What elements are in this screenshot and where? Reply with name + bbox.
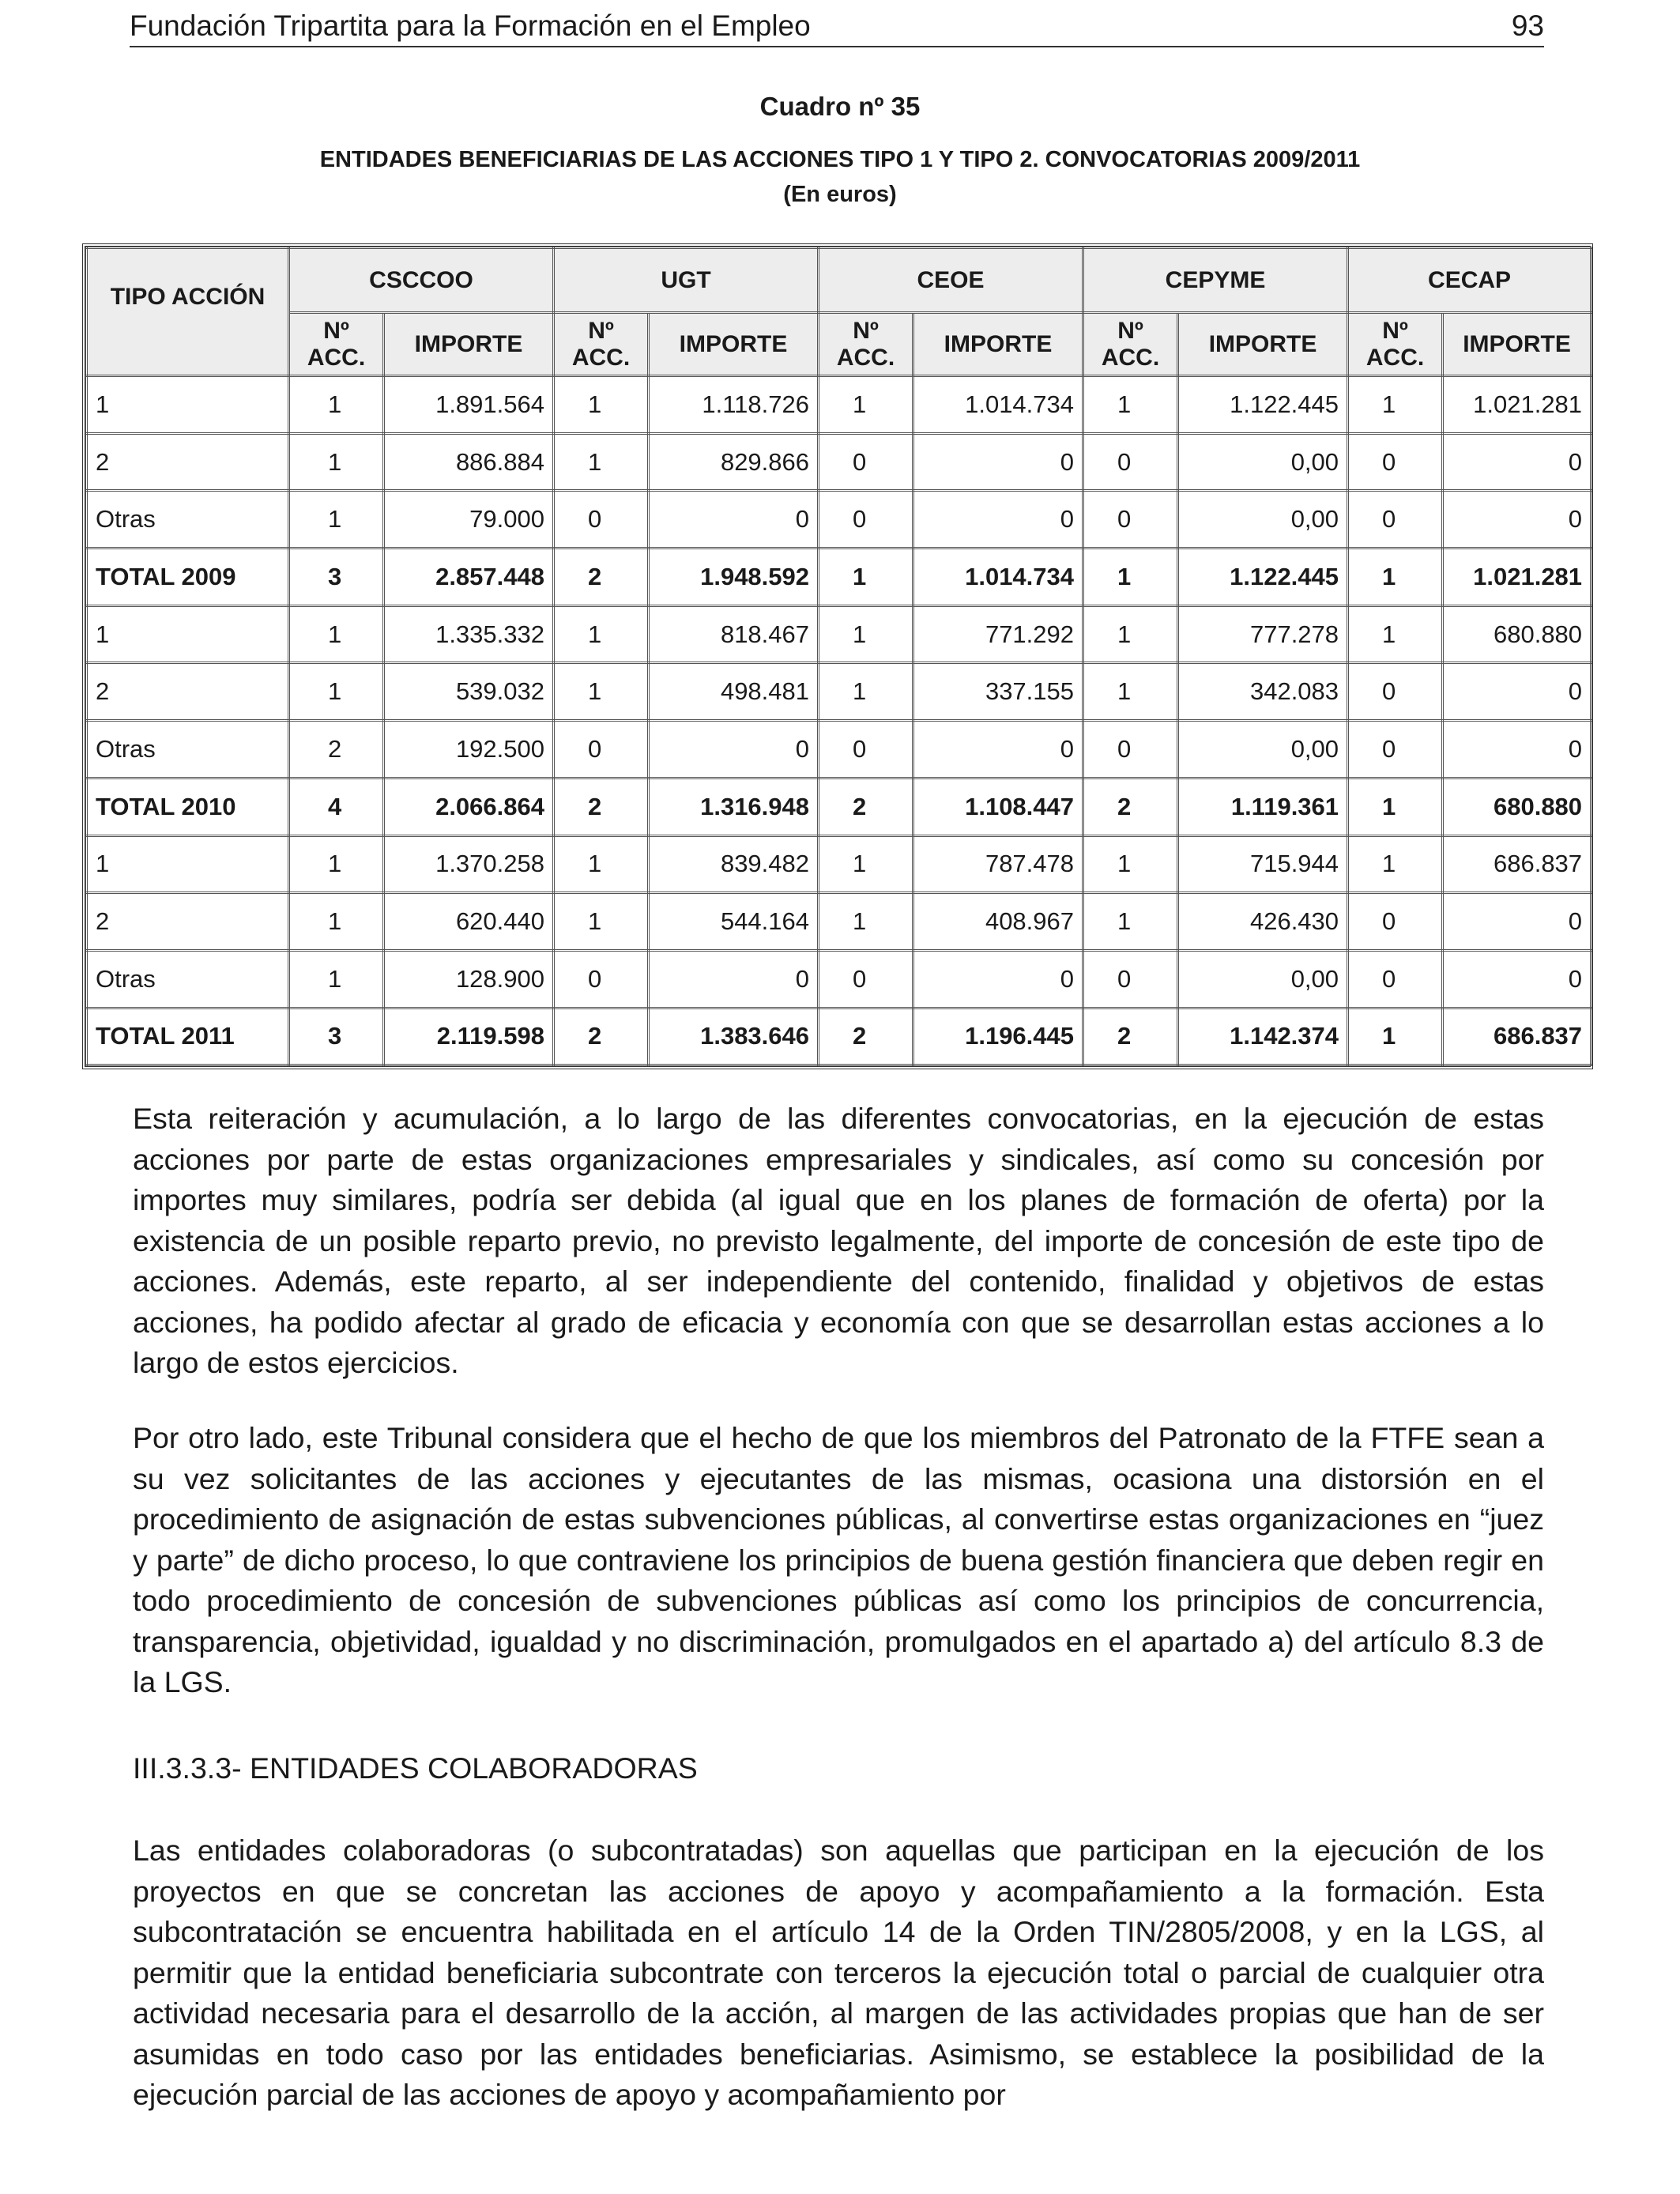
cell-n-acc: 2: [554, 548, 649, 606]
table-total-row: [87, 548, 1591, 606]
table-row: [87, 491, 1591, 548]
cell-n-acc: 1: [1348, 605, 1443, 663]
table-row: [87, 433, 1591, 491]
cell-importe: 2.066.864: [384, 778, 554, 835]
table-caption-unit: (En euros): [783, 182, 897, 207]
cell-importe: 0: [913, 950, 1083, 1008]
cell-n-acc: 4: [289, 778, 384, 835]
subheader-n-acc: Nº ACC.: [819, 313, 913, 376]
cell-n-acc: 0: [1083, 950, 1178, 1008]
subheader-n-acc: Nº ACC.: [1348, 313, 1443, 376]
cell-n-acc: 1: [1083, 835, 1178, 893]
row-label: 1: [87, 376, 289, 434]
subheader-n-acc: Nº ACC.: [289, 313, 384, 376]
paragraph: Esta reiteración y acumulación, a lo largo de las diferentes convocatorias, en la ejecución de estas acciones por parte de estas organizaciones empresariales y sindicales, así como su concesión por importes muy similares, podría ser debida (al igual que en los planes de formación de oferta) por la existencia de un posible reparto previo, no previsto legalmente, del importe de concesión de este tipo de acciones. Además, este reparto, al ser independiente del contenido, finalidad y objetivos de estas acciones, ha podido afectar al grado de eficacia y economía con que se desarrollan estas acciones a lo largo de estos ejercicios.: [133, 1102, 1544, 1379]
cell-n-acc: 3: [289, 548, 384, 606]
cell-n-acc: 0: [554, 721, 649, 778]
cell-n-acc: 2: [554, 1008, 649, 1065]
section-heading: III.3.3.3- ENTIDADES COLABORADORAS: [133, 1751, 698, 1785]
cell-n-acc: 1: [289, 663, 384, 721]
cell-n-acc: 1: [819, 548, 913, 606]
cell-n-acc: 1: [819, 663, 913, 721]
cell-n-acc: 1: [289, 605, 384, 663]
cell-importe: 0: [1443, 663, 1591, 721]
subheader-importe: IMPORTE: [1178, 313, 1348, 376]
table-body: [87, 376, 1591, 1065]
cell-n-acc: 0: [1083, 433, 1178, 491]
row-label: Otras: [87, 721, 289, 778]
table-row: [87, 605, 1591, 663]
cell-importe: 2.119.598: [384, 1008, 554, 1065]
cell-importe: 839.482: [649, 835, 819, 893]
cell-importe: 426.430: [1178, 893, 1348, 951]
cell-n-acc: 0: [1348, 893, 1443, 951]
cell-n-acc: 1: [819, 605, 913, 663]
cell-importe: 539.032: [384, 663, 554, 721]
cell-importe: 0: [913, 433, 1083, 491]
cell-importe: 337.155: [913, 663, 1083, 721]
cell-n-acc: 0: [1348, 721, 1443, 778]
cell-importe: 1.196.445: [913, 1008, 1083, 1065]
cell-n-acc: 1: [554, 433, 649, 491]
subheader-n-acc: Nº ACC.: [554, 313, 649, 376]
cell-n-acc: 1: [1083, 663, 1178, 721]
header-title: Fundación Tripartita para la Formación en el Empleo: [130, 9, 811, 42]
cell-importe: 1.122.445: [1178, 376, 1348, 434]
row-label: 2: [87, 663, 289, 721]
cell-importe: 829.866: [649, 433, 819, 491]
cell-importe: 1.014.734: [913, 548, 1083, 606]
row-label: Otras: [87, 950, 289, 1008]
cell-importe: 544.164: [649, 893, 819, 951]
cell-n-acc: 2: [554, 778, 649, 835]
table-total-row: [87, 778, 1591, 835]
table-row: [87, 663, 1591, 721]
cell-importe: 498.481: [649, 663, 819, 721]
cell-importe: 1.014.734: [913, 376, 1083, 434]
row-label: 1: [87, 605, 289, 663]
cell-importe: 771.292: [913, 605, 1083, 663]
cell-importe: 0: [1443, 491, 1591, 548]
cell-n-acc: 2: [819, 1008, 913, 1065]
table-caption-title: Cuadro nº 35: [759, 92, 921, 121]
cell-importe: 777.278: [1178, 605, 1348, 663]
subheader-importe: IMPORTE: [1443, 313, 1591, 376]
entity-header: CEOE: [819, 248, 1083, 313]
cell-importe: 0: [1443, 950, 1591, 1008]
table-row: [87, 376, 1591, 434]
cell-importe: 2.857.448: [384, 548, 554, 606]
subheader-importe: IMPORTE: [649, 313, 819, 376]
cell-importe: 0: [1443, 433, 1591, 491]
cell-n-acc: 1: [1348, 548, 1443, 606]
cell-n-acc: 0: [819, 433, 913, 491]
cell-n-acc: 0: [1348, 663, 1443, 721]
cell-importe: 0: [913, 721, 1083, 778]
page-header: [130, 8, 1544, 47]
cell-n-acc: 1: [1083, 376, 1178, 434]
cell-n-acc: 1: [289, 433, 384, 491]
beneficiaries-table: [82, 243, 1593, 1069]
cell-n-acc: 1: [289, 491, 384, 548]
row-label: TOTAL 2010: [87, 778, 289, 835]
table-subheader-row: [87, 313, 1591, 376]
cell-n-acc: 1: [1348, 376, 1443, 434]
cell-importe: 1.118.726: [649, 376, 819, 434]
cell-importe: 686.837: [1443, 1008, 1591, 1065]
cell-n-acc: 1: [289, 950, 384, 1008]
cell-importe: 0: [1443, 893, 1591, 951]
table-total-row: [87, 1008, 1591, 1065]
table-row: [87, 721, 1591, 778]
cell-importe: 0: [649, 950, 819, 1008]
cell-importe: 0: [913, 491, 1083, 548]
cell-n-acc: 1: [1083, 605, 1178, 663]
table-caption: [0, 142, 1680, 212]
entity-header: CECAP: [1348, 248, 1591, 313]
cell-n-acc: 1: [289, 376, 384, 434]
cell-importe: 0,00: [1178, 721, 1348, 778]
row-label: TOTAL 2009: [87, 548, 289, 606]
page-number: 93: [1511, 9, 1544, 42]
cell-importe: 408.967: [913, 893, 1083, 951]
cell-n-acc: 2: [1083, 778, 1178, 835]
row-label: 1: [87, 835, 289, 893]
cell-importe: 0: [649, 721, 819, 778]
cell-importe: 680.880: [1443, 605, 1591, 663]
cell-importe: 0: [649, 491, 819, 548]
row-label: 2: [87, 893, 289, 951]
cell-n-acc: 0: [1083, 721, 1178, 778]
cell-n-acc: 0: [819, 950, 913, 1008]
cell-n-acc: 3: [289, 1008, 384, 1065]
cell-importe: 787.478: [913, 835, 1083, 893]
cell-n-acc: 1: [289, 835, 384, 893]
cell-importe: 620.440: [384, 893, 554, 951]
cell-importe: 1.948.592: [649, 548, 819, 606]
cell-importe: 0,00: [1178, 950, 1348, 1008]
corner-header: TIPO ACCIÓN: [87, 248, 289, 376]
cell-n-acc: 1: [819, 376, 913, 434]
cell-n-acc: 0: [1348, 433, 1443, 491]
cell-n-acc: 1: [819, 835, 913, 893]
cell-importe: 0,00: [1178, 491, 1348, 548]
cell-n-acc: 0: [819, 721, 913, 778]
cell-importe: 1.021.281: [1443, 548, 1591, 606]
cell-n-acc: 2: [1083, 1008, 1178, 1065]
row-label: Otras: [87, 491, 289, 548]
subheader-importe: IMPORTE: [384, 313, 554, 376]
cell-n-acc: 1: [554, 893, 649, 951]
cell-n-acc: 0: [1348, 950, 1443, 1008]
entity-header: CEPYME: [1083, 248, 1348, 313]
cell-n-acc: 1: [1348, 835, 1443, 893]
entity-header: UGT: [554, 248, 819, 313]
cell-importe: 1.119.361: [1178, 778, 1348, 835]
cell-importe: 1.383.646: [649, 1008, 819, 1065]
cell-importe: 715.944: [1178, 835, 1348, 893]
cell-n-acc: 0: [554, 491, 649, 548]
paragraph: Por otro lado, este Tribunal considera que el hecho de que los miembros del Patronato de la FTFE sean a su vez solicitantes de las acciones y ejecutantes de las mismas, ocasiona una distorsión en el procedimiento de asignación de estas subvenciones públicas, al convertirse estas organizaciones en “juez y parte” de dicho proceso, lo que contraviene los principios de buena gestión financiera que deben regir en todo procedimiento de concesión de subvenciones públicas así como los principios de concurrencia, transparencia, objetividad, igualdad y no discriminación, promulgados en el apartado a) del artículo 8.3 de la LGS.: [133, 1421, 1544, 1698]
cell-importe: 1.142.374: [1178, 1008, 1348, 1065]
data-table: [85, 247, 1592, 1066]
cell-importe: 0,00: [1178, 433, 1348, 491]
cell-importe: 1.021.281: [1443, 376, 1591, 434]
cell-importe: 0: [1443, 721, 1591, 778]
table-row: [87, 893, 1591, 951]
cell-n-acc: 1: [554, 376, 649, 434]
cell-importe: 680.880: [1443, 778, 1591, 835]
cell-importe: 1.108.447: [913, 778, 1083, 835]
cell-importe: 686.837: [1443, 835, 1591, 893]
cell-importe: 128.900: [384, 950, 554, 1008]
paragraph: Las entidades colaboradoras (o subcontratadas) son aquellas que participan en la ejecución de los proyectos en que se concretan las acciones de apoyo y acompañamiento a la formación. Esta subcontratación se encuentra habilitada en el artículo 14 de la Orden TIN/2805/2008, y en la LGS, al permitir que la entidad beneficiaria subcontrate con terceros la ejecución total o parcial de cualquier otra actividad necesaria para el desarrollo de la acción, al margen de las actividades propias que han de ser asumidas en todo caso por las entidades beneficiarias. Asimismo, se establece la posibilidad de la ejecución parcial de las acciones de apoyo y acompañamiento por: [133, 1834, 1544, 2111]
cell-n-acc: 2: [289, 721, 384, 778]
cell-n-acc: 1: [554, 605, 649, 663]
cell-importe: 79.000: [384, 491, 554, 548]
cell-n-acc: 1: [819, 893, 913, 951]
cell-n-acc: 1: [1348, 778, 1443, 835]
cell-n-acc: 2: [819, 778, 913, 835]
cell-importe: 1.370.258: [384, 835, 554, 893]
cell-n-acc: 1: [1083, 893, 1178, 951]
cell-importe: 342.083: [1178, 663, 1348, 721]
row-label: TOTAL 2011: [87, 1008, 289, 1065]
cell-n-acc: 0: [554, 950, 649, 1008]
row-label: 2: [87, 433, 289, 491]
table-row: [87, 835, 1591, 893]
cell-n-acc: 1: [1348, 1008, 1443, 1065]
table-caption-subtitle: ENTIDADES BENEFICIARIAS DE LAS ACCIONES TIPO 1 Y TIPO 2. CONVOCATORIAS 2009/2011: [319, 147, 1361, 172]
cell-n-acc: 0: [819, 491, 913, 548]
cell-importe: 192.500: [384, 721, 554, 778]
cell-importe: 1.122.445: [1178, 548, 1348, 606]
subheader-n-acc: Nº ACC.: [1083, 313, 1178, 376]
cell-importe: 1.335.332: [384, 605, 554, 663]
table-header-row: [87, 248, 1591, 313]
cell-importe: 886.884: [384, 433, 554, 491]
cell-n-acc: 1: [1083, 548, 1178, 606]
table-row: [87, 950, 1591, 1008]
subheader-importe: IMPORTE: [913, 313, 1083, 376]
entity-header: CSCCOO: [289, 248, 554, 313]
cell-importe: 1.891.564: [384, 376, 554, 434]
cell-importe: 1.316.948: [649, 778, 819, 835]
cell-importe: 818.467: [649, 605, 819, 663]
cell-n-acc: 0: [1083, 491, 1178, 548]
cell-n-acc: 1: [289, 893, 384, 951]
cell-n-acc: 1: [554, 835, 649, 893]
cell-n-acc: 0: [1348, 491, 1443, 548]
cell-n-acc: 1: [554, 663, 649, 721]
